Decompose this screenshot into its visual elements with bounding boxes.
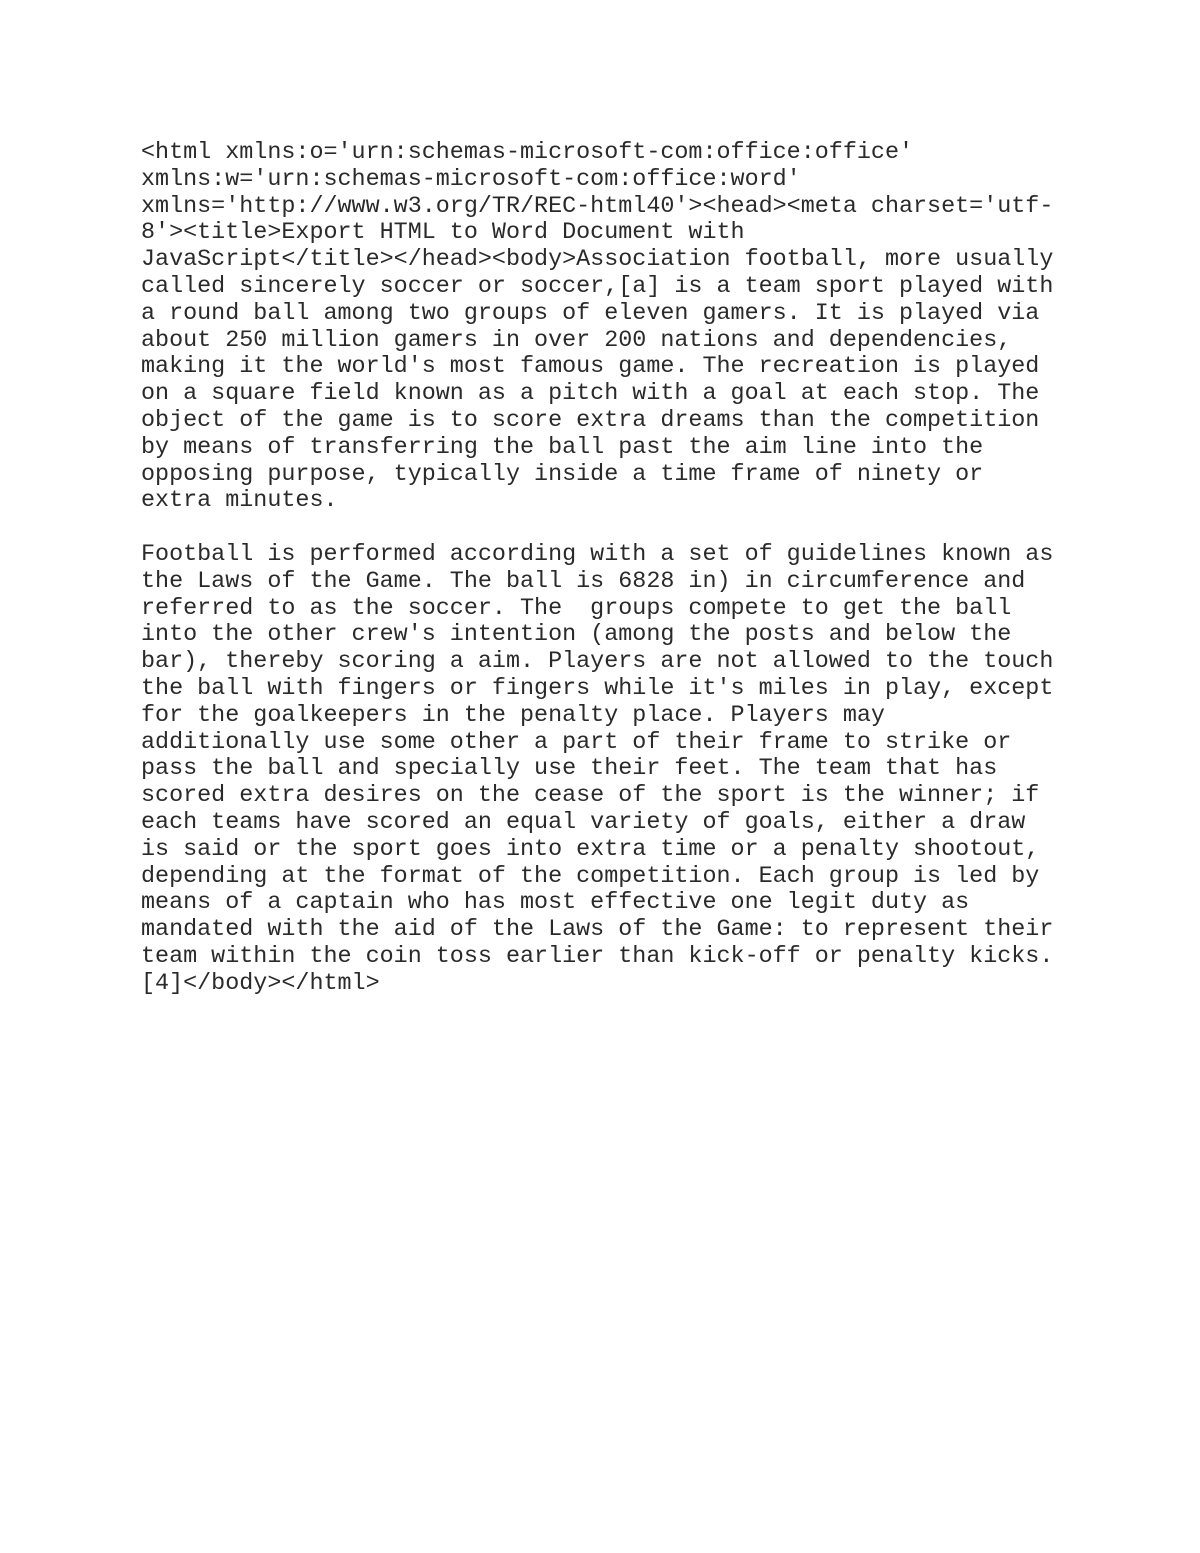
text-line: on a square field known as a pitch with a goal at each stop. The [141,381,1040,408]
paragraph-spacer [141,515,1081,542]
text-line: means of a captain who has most effective one legit duty as [141,890,970,917]
text-line: 8'><title>Export HTML to Word Document with [141,220,745,247]
text-line: <html xmlns:o='urn:schemas-microsoft-com:office:office' [141,140,914,166]
text-line: pass the ball and specially use their feet. The team that has [141,756,998,783]
text-line: bar), thereby scoring a aim. Players are not allowed to the touch [141,649,1054,676]
text-line: object of the game is to score extra dreams than the competition [141,407,1040,434]
text-line: Football is performed according with a set of guidelines known as [141,541,1054,568]
text-line: team within the coin toss earlier than kick-off or penalty kicks. [141,943,1054,970]
text-line: additionally use some other a part of their frame to strike or [141,729,1012,756]
text-line: a round ball among two groups of eleven gamers. It is played via [141,300,1040,327]
text-line: the Laws of the Game. The ball is 6828 in) in circumference and [141,568,1026,595]
text-line: opposing purpose, typically inside a time frame of ninety or [141,461,984,488]
text-line: the ball with fingers or fingers while it's miles in play, except [141,675,1054,702]
text-line: JavaScript</title></head><body>Association football, more usually [141,247,1054,274]
text-line: into the other crew's intention (among the posts and below the [141,622,1012,649]
text-line: xmlns:w='urn:schemas-microsoft-com:office:word' [141,166,801,193]
text-line: referred to as the soccer. The groups compete to get the ball [141,595,1012,622]
text-line: by means of transferring the ball past the aim line into the [141,434,984,461]
text-line: mandated with the aid of the Laws of the Game: to represent their [141,917,1054,944]
text-line: scored extra desires on the cease of the sport is the winner; if [141,783,1040,810]
text-line: called sincerely soccer or soccer,[a] is a team sport played with [141,273,1054,300]
text-line: about 250 million gamers in over 200 nations and dependencies, [141,327,1012,354]
text-line: xmlns='http://www.w3.org/TR/REC-html40'><head><meta charset='utf- [141,193,1054,220]
paragraph-2 [141,542,1081,998]
text-line: each teams have scored an equal variety of goals, either a draw [141,809,1026,836]
text-line: making it the world's most famous game. The recreation is played [141,354,1040,381]
text-line: depending at the format of the competition. Each group is led by [141,863,1040,890]
text-line: for the goalkeepers in the penalty place. Players may [141,702,885,729]
text-line: extra minutes. [141,488,338,515]
document-body [141,140,1081,998]
text-line: [4]</body></html> [141,970,380,997]
text-line: is said or the sport goes into extra time or a penalty shootout, [141,836,1040,863]
paragraph-1 [141,140,1081,515]
